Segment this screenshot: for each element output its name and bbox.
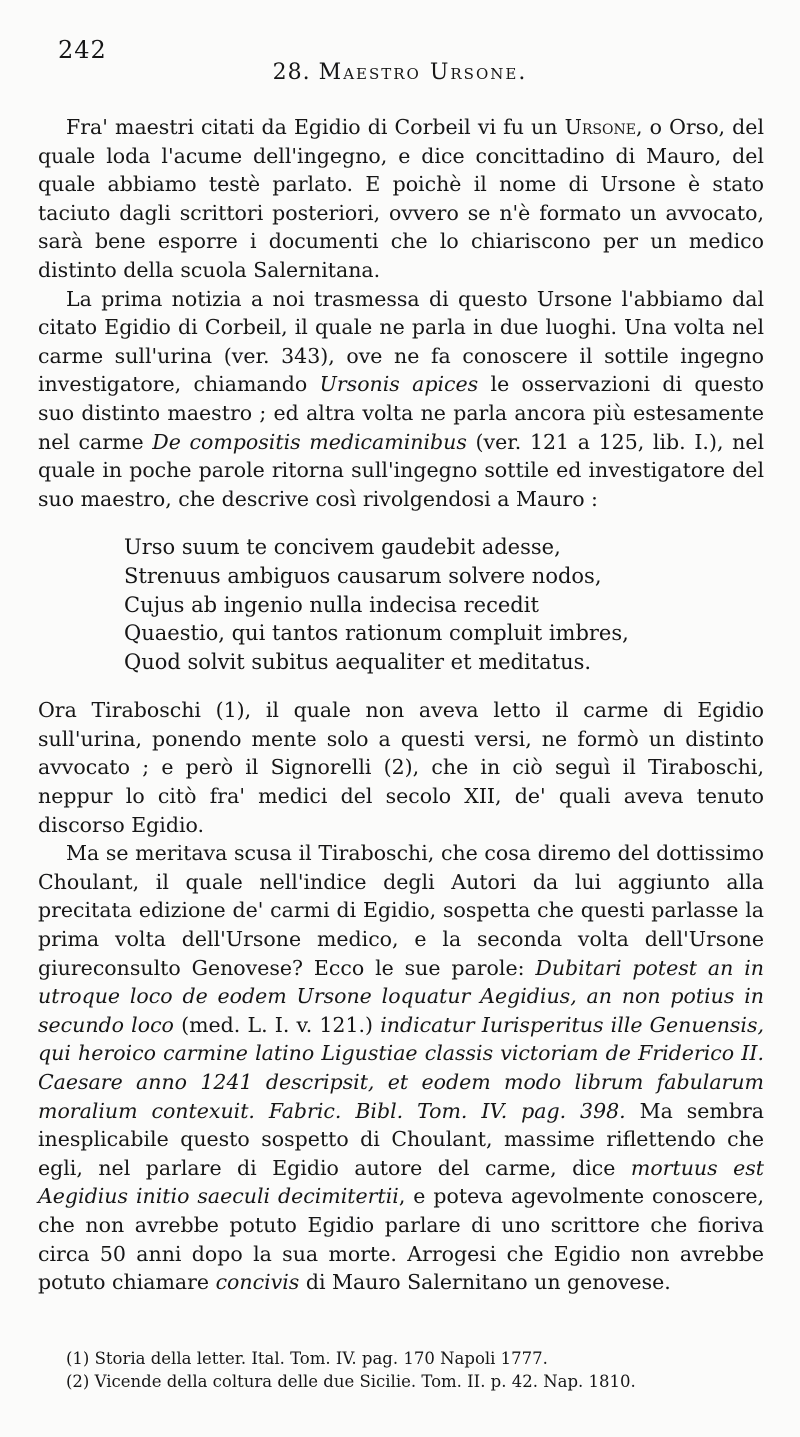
p2-text-a: La prima notizia a noi trasmessa di questo Ursone l'abbiamo dal citato Egidio di Corbeil, il quale ne parla in due luoghi. Una volta nel carme sull'urina (ver. 343), ove ne fa conoscere il sottile ingegno investigatore, chiamando (38, 286, 764, 397)
footnote-2: (2) Vicende della coltura delle due Sicilie. Tom. II. p. 42. Nap. 1810. (66, 1372, 636, 1391)
p4-text-d: , e poteva agevolmente conoscere, che non avrebbe potuto Egidio parlare di uno scrittore che fioriva circa 50 anni dopo la sua morte. Arrogesi che Egidio non avrebbe potuto chiamare (38, 1184, 764, 1295)
page-number: 242 (58, 36, 107, 64)
section-title: Maestro Ursone. (318, 60, 528, 85)
p1-text-a: Fra' maestri citati da Egidio di Corbeil vi fu un (66, 115, 565, 139)
section-heading (0, 60, 800, 85)
verse-line: Cujus ab ingenio nulla indecisa recedit (124, 592, 539, 617)
p4-text-b: (med. L. I. v. 121.) (173, 1012, 381, 1037)
p2-italic-b: De compositis medicaminibus (152, 429, 467, 454)
verse-line: Urso suum te concivem gaudebit adesse, (124, 535, 561, 560)
p1-text-b: , o Orso, del quale loda l'acume dell'ingegno, e dice concittadino di Mauro, del quale abbiamo testè parlato. E poichè il nome di Ursone è stato taciuto dagli scrittori posteriori, ovvero se n'è formato un avvocato, sarà bene esporre i documenti che lo chiariscono per un medico distinto della scuola Salernitana. (38, 115, 764, 282)
p4-text-c: Ma sembra inesplicabile questo sospetto di Choulant, massime riflettendo che egli, nel parlare di Egidio autore del carme, dice (38, 1098, 764, 1180)
section-number: 28. (272, 60, 311, 85)
footnotes (66, 1347, 786, 1393)
p4-italic-a: Dubitari potest an in utroque loco de eodem Ursone loquatur Aegidius, an non potius in secundo loco (38, 955, 764, 1037)
verse-quotation (124, 533, 764, 676)
p4-text-e: di Mauro Salernitano un genovese. (299, 1270, 671, 1295)
p4-text-a: Ma se meritava scusa il Tiraboschi, che cosa diremo del dottissimo Choulant, il quale nell'indice degli Autori da lui aggiunto alla precitata edizione de' carmi di Egidio, sospetta che questi parlasse la prima volta dell'Ursone medico, e la seconda volta dell'Ursone giureconsulto Genovese? Ecco le sue parole: (38, 841, 764, 980)
footnote-1: (1) Storia della letter. Ital. Tom. IV. pag. 170 Napoli 1777. (66, 1349, 548, 1368)
body-text (38, 113, 764, 1297)
paragraph-4 (38, 839, 764, 1297)
paragraph-2 (38, 285, 764, 514)
p4-italic-d: concivis (215, 1270, 300, 1295)
p1-name-ursone: Ursone (564, 115, 636, 139)
paragraph-1 (38, 113, 764, 285)
p2-italic-a: Ursonis apices (319, 372, 479, 397)
verse-line: Quaestio, qui tantos rationum compluit imbres, (124, 621, 629, 646)
p2-text-b: le osservazioni di questo suo distinto maestro ; ed altra volta ne parla ancora più estesamente nel carme (38, 372, 764, 454)
p4-italic-b: indicatur Iurisperitus ille Genuensis, qui heroico carmine latino Ligustiae classis victoriam de Friderico II. Caesare anno 1241 descripsit, et eodem modo librum fabularum moralium contexuit. Fabric. Bibl. Tom. IV. pag. 398. (38, 1012, 765, 1123)
verse-line: Strenuus ambiguos causarum solvere nodos, (124, 563, 602, 588)
paragraph-3: Ora Tiraboschi (1), il quale non aveva letto il carme di Egidio sull'urina, ponendo mente solo a questi versi, ne formò un distinto avvocato ; e però il Signorelli (2), che in ciò seguì il Tiraboschi, neppur lo citò fra' medici del secolo XII, de' quali aveva tenuto discorso Egidio. (38, 698, 764, 837)
p4-italic-c: mortuus est Aegidius initio saeculi decimitertii (38, 1155, 765, 1209)
p2-text-c: (ver. 121 a 125, lib. I.), nel quale in poche parole ritorna sull'ingegno sottile ed investigatore del suo maestro, che descrive così rivolgendosi a Mauro : (38, 429, 765, 511)
verse-line: Quod solvit subitus aequaliter et meditatus. (124, 649, 592, 674)
